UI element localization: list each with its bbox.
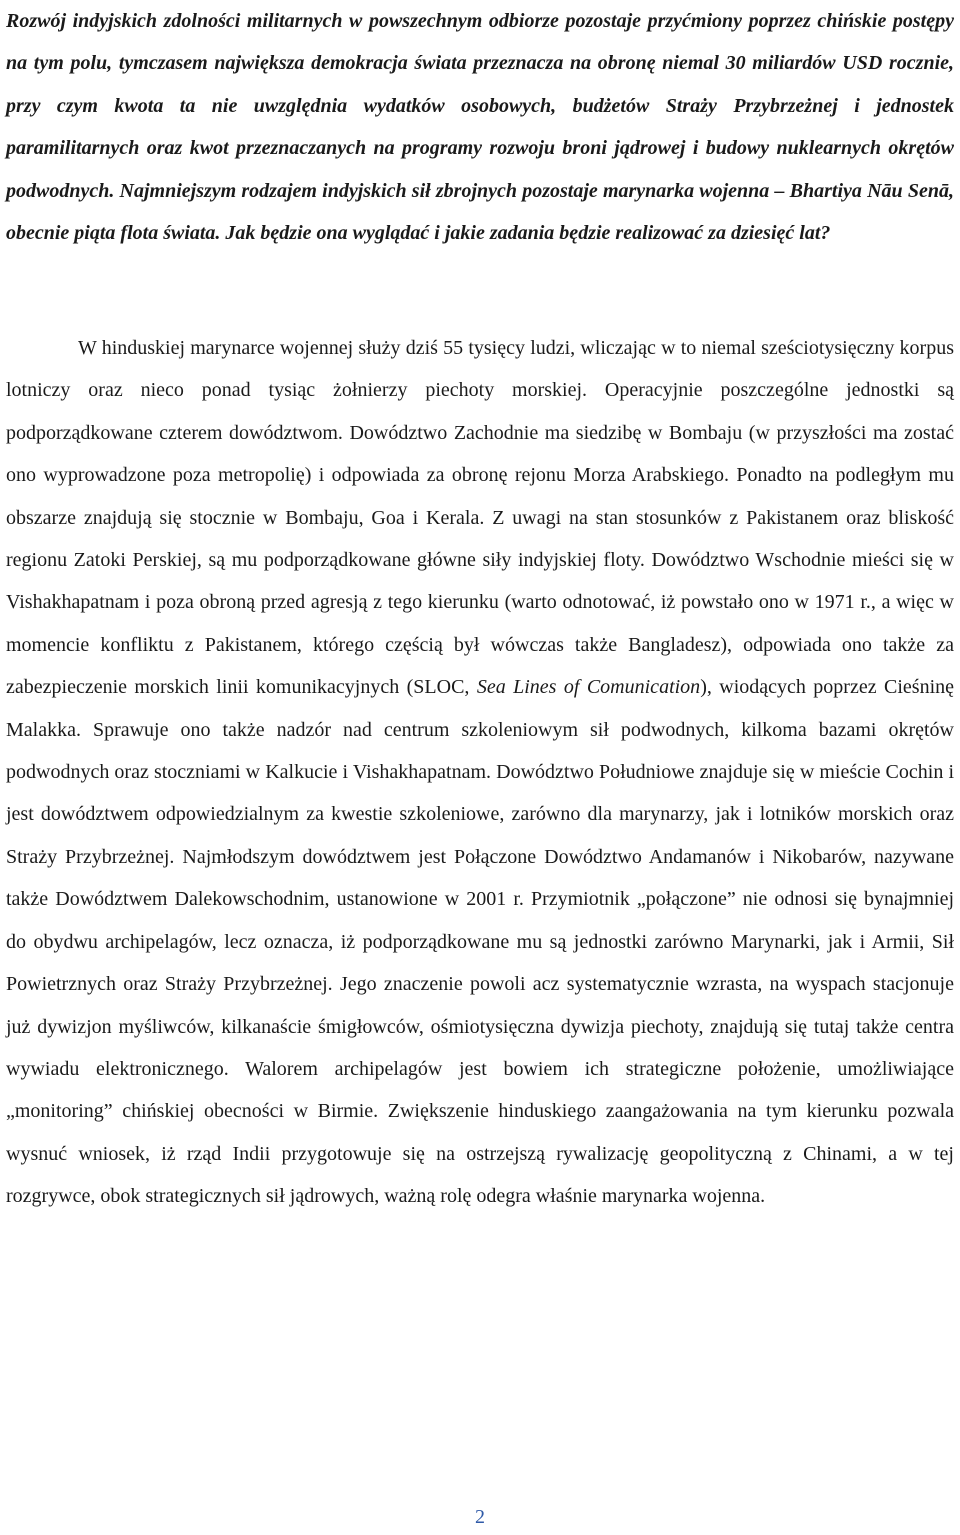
lead-paragraph: Rozwój indyjskich zdolności militarnych w powszechnym odbiorze pozostaje przyćmiony poprzez chińskie postępy na tym polu, tymczasem największa demokracja świata przeznacza na obronę niemal 30 miliardów USD rocznie, przy czym kwota ta nie uwzględnia wydatków osobowych, budżetów Straży Przybrzeżnej i jednostek paramilitarnych oraz kwot przeznaczanych na programy rozwoju broni jądrowej i budowy nuklearnych okrętów podwodnych. Najmniejszym rodzajem indyjskich sił zbrojnych pozostaje marynarka wojenna – Bhartiya Nāu Senā, obecnie piąta flota świata. Jak będzie ona wyglądać i jakie zadania będzie realizować za dziesięć lat? (6, 10, 954, 245)
body-paragraph (6, 327, 954, 1218)
italic-term: Sea Lines of Comunication (476, 676, 701, 699)
page-number: 2 (475, 1506, 485, 1528)
body-text-part-2: ), wiodących poprzez Cieśninę Malakka. Sprawuje ono także nadzór nad centrum szkoleniowym sił podwodnych, kilkoma bazami okrętów podwodnych oraz stoczniami w Kalkucie i Vishakhapatnam. Dowództwo Południowe znajduje się w mieście Cochin i jest dowództwem odpowiedzialnym za kwestie szkoleniowe, zarówno dla marynarzy, jak i lotników morskich oraz Straży Przybrzeżnej. Najmłodszym dowództwem jest Połączone Dowództwo Andamanów i Nikobarów, nazywane także Dowództwem Dalekowschodnim, ustanowione w 2001 r. Przymiotnik „połączone” nie odnosi się bynajmniej do obydwu archipelagów, lecz oznacza, iż podporządkowane mu są jednostki zarówno Marynarki, jak i Armii, Sił Powietrznych oraz Straży Przybrzeżnej. Jego znaczenie powoli acz systematycznie wzrasta, na wyspach stacjonuje już dywizjon myśliwców, kilkanaście śmigłowców, ośmiotysięczna dywizja piechoty, znajdują się tutaj także centra wywiadu elektronicznego. Walorem archipelagów jest bowiem ich strategiczne położenie, umożliwiające „monitoring” chińskiej obecności w Birmie. Zwiększenie hinduskiego zaangażowania na tym kierunku pozwala wysnuć wniosek, iż rząd Indii przygotowuje się na ostrzejszą rywalizację geopolityczną z Chinami, a w tej rozgrywce, obok strategicznych sił jądrowych, ważną rolę odegra właśnie marynarka wojenna. (6, 676, 955, 1208)
body-text-part-1: W hinduskiej marynarce wojennej służy dziś 55 tysięcy ludzi, wliczając w to niemal sześciotysięczny korpus lotniczy oraz nieco ponad tysiąc żołnierzy piechoty morskiej. Operacyjnie poszczególne jednostki są podporządkowane czterem dowództwom. Dowództwo Zachodnie ma siedzibę w Bombaju (w przyszłości ma zostać ono wyprowadzone poza metropolię) i odpowiada za obronę rejonu Morza Arabskiego. Ponadto na podległym mu obszarze znajdują się stocznie w Bombaju, Goa i Kerala. Z uwagi na stan stosunków z Pakistanem oraz bliskość regionu Zatoki Perskiej, są mu podporządkowane główne siły indyjskiej floty. Dowództwo Wschodnie mieści się w Vishakhapatnam i poza obroną przed agresją z tego kierunku (warto odnotować, iż powstało ono w 1971 r., a więc w momencie konfliktu z Pakistanem, którego częścią był wówczas także Bangladesz), odpowiada ono także za zabezpieczenie morskich linii komunikacyjnych (SLOC, (6, 337, 954, 699)
